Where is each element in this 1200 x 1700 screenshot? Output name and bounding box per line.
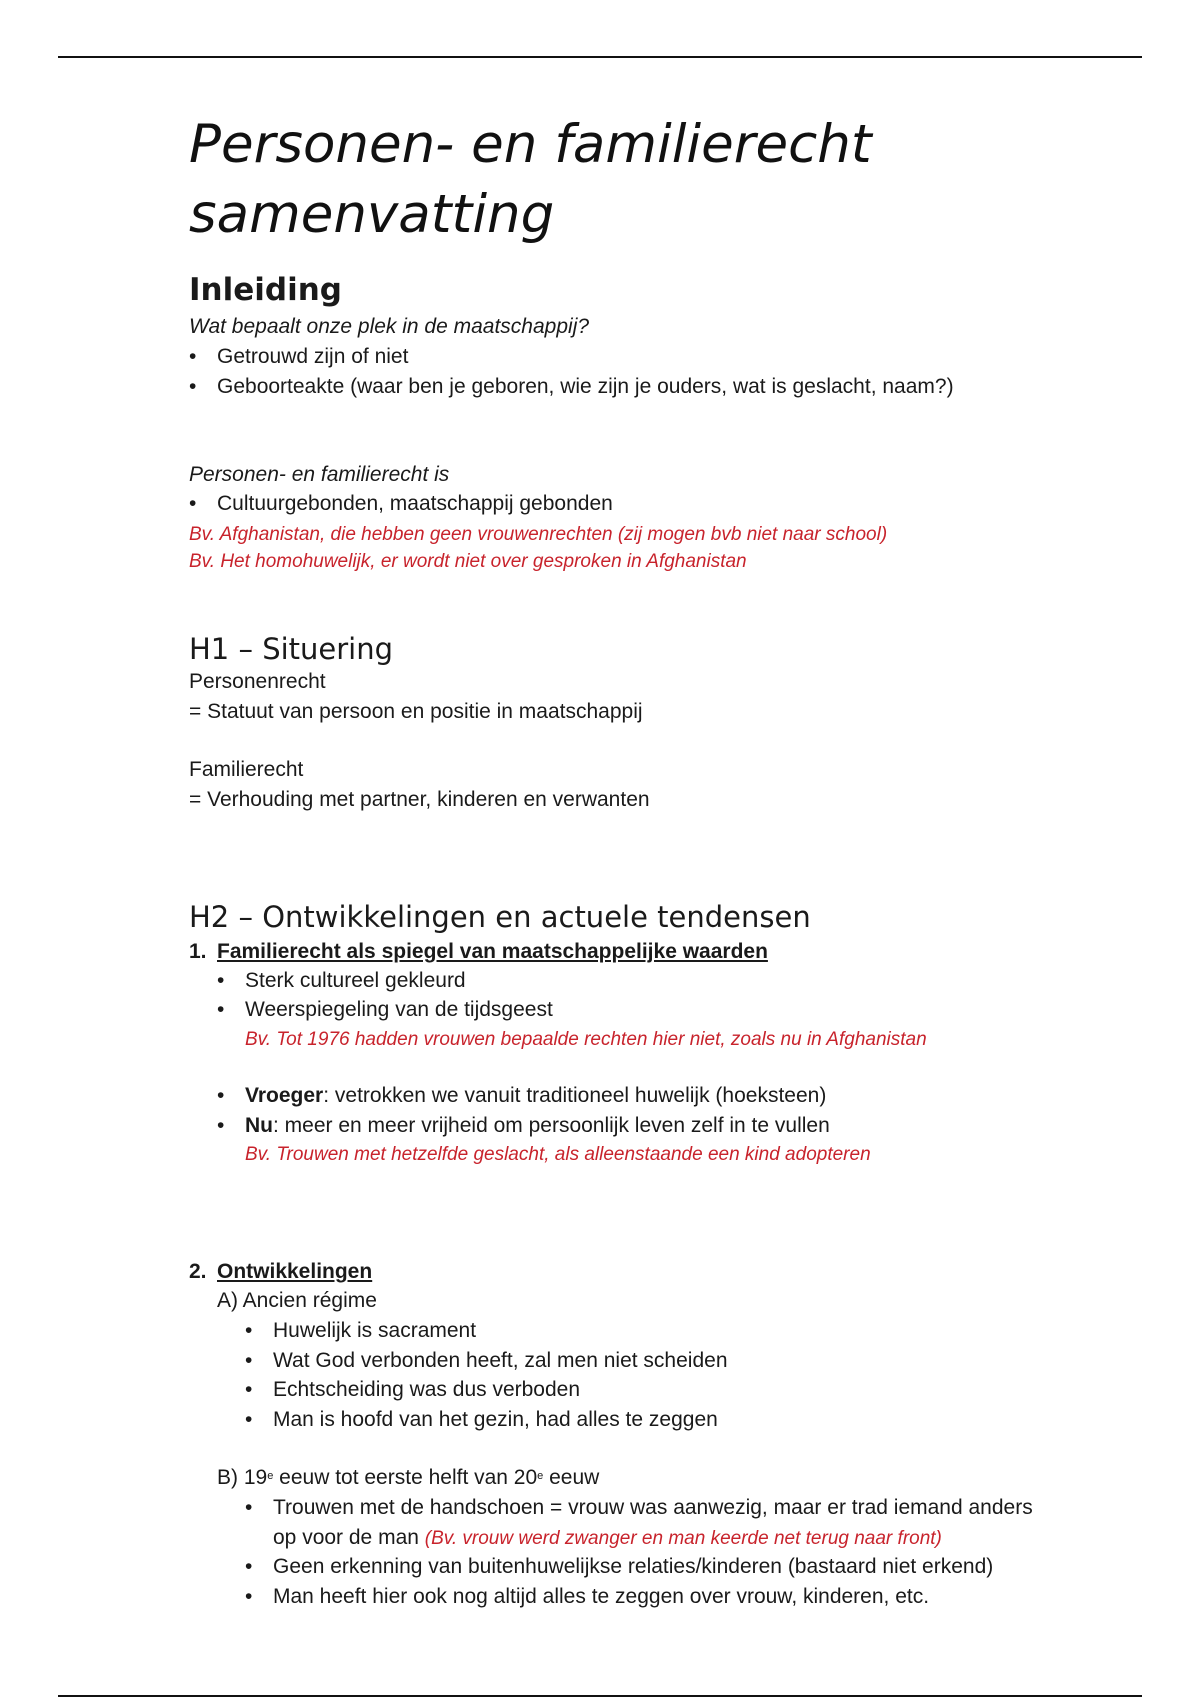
list-item: • Cultuurgebonden, maatschappij gebonden: [217, 491, 613, 517]
list-item: • Geboorteakte (waar ben je geboren, wie zijn je ouders, wat is geslacht, naam?): [217, 374, 954, 400]
inleiding-question: Wat bepaalt onze plek in de maatschappij?: [189, 315, 590, 338]
heading-inleiding: Inleiding: [189, 272, 342, 308]
top-rule: [58, 56, 1142, 58]
example-text: Bv. Het homohuwelijk, er wordt niet over gesproken in Afghanistan: [189, 551, 747, 572]
example-text: (Bv. vrouw werd zwanger en man keerde net terug naar front): [424, 1528, 942, 1549]
b-middle: eeuw tot eerste helft van 20: [273, 1466, 538, 1489]
inleiding-is-label: Personen- en familierecht is: [189, 463, 450, 486]
section-number: 2.: [189, 1260, 207, 1283]
example-text: Bv. Afghanistan, die hebben geen vrouwenrechten (zij mogen bvb niet naar school): [189, 524, 888, 545]
list-item: [245, 1083, 826, 1109]
list-item: [245, 1113, 830, 1139]
heading-h2: H2 – Ontwikkelingen en actuele tendensen: [189, 900, 811, 934]
subsection-a-title: A) Ancien régime: [217, 1289, 377, 1312]
list-item: • Man is hoofd van het gezin, had alles te zeggen: [273, 1407, 718, 1433]
continuation-text: op voor de man: [273, 1526, 425, 1549]
heading-h1: H1 – Situering: [189, 632, 394, 666]
document-title: [189, 110, 872, 250]
section-number: 1.: [189, 940, 207, 963]
list-item: • Huwelijk is sacrament: [273, 1318, 476, 1344]
b-prefix: B) 19: [217, 1466, 268, 1489]
personenrecht-label: Personenrecht: [189, 670, 326, 693]
example-text: Bv. Tot 1976 hadden vrouwen bepaalde rechten hier niet, zoals nu in Afghanistan: [245, 1029, 927, 1050]
list-item-continuation: [273, 1525, 942, 1552]
nu-label: Nu: [245, 1114, 273, 1137]
list-item: • Echtscheiding was dus verboden: [273, 1377, 580, 1403]
example-text: Bv. Trouwen met hetzelfde geslacht, als alleenstaande een kind adopteren: [245, 1144, 871, 1165]
list-item: • Wat God verbonden heeft, zal men niet scheiden: [273, 1348, 728, 1374]
section-title: Familierecht als spiegel van maatschappelijke waarden: [217, 940, 768, 963]
nu-text: : meer en meer vrijheid om persoonlijk leven zelf in te vullen: [273, 1114, 830, 1137]
familierecht-definition: = Verhouding met partner, kinderen en verwanten: [189, 788, 650, 811]
list-item: • Weerspiegeling van de tijdsgeest: [245, 997, 553, 1023]
list-item: • Man heeft hier ook nog altijd alles te zeggen over vrouw, kinderen, etc.: [273, 1584, 929, 1610]
subsection-b-title: [217, 1465, 599, 1491]
title-line-2: samenvatting: [189, 184, 555, 245]
list-item: • Sterk cultureel gekleurd: [245, 968, 466, 994]
list-item: • Getrouwd zijn of niet: [217, 344, 408, 370]
vroeger-label: Vroeger: [245, 1084, 324, 1107]
personenrecht-definition: = Statuut van persoon en positie in maatschappij: [189, 700, 643, 723]
list-item: • Trouwen met de handschoen = vrouw was aanwezig, maar er trad iemand anders: [273, 1495, 1033, 1521]
bottom-rule: [58, 1695, 1142, 1697]
section-title: Ontwikkelingen: [217, 1260, 373, 1283]
b-superscript: e: [267, 1470, 274, 1482]
b-suffix: eeuw: [543, 1466, 600, 1489]
title-line-1: Personen- en familierecht: [189, 114, 872, 175]
familierecht-label: Familierecht: [189, 758, 304, 781]
b-superscript: e: [537, 1470, 544, 1482]
list-item: • Geen erkenning van buitenhuwelijkse relaties/kinderen (bastaard niet erkend): [273, 1554, 993, 1580]
vroeger-text: : vetrokken we vanuit traditioneel huwelijk (hoeksteen): [323, 1084, 827, 1107]
